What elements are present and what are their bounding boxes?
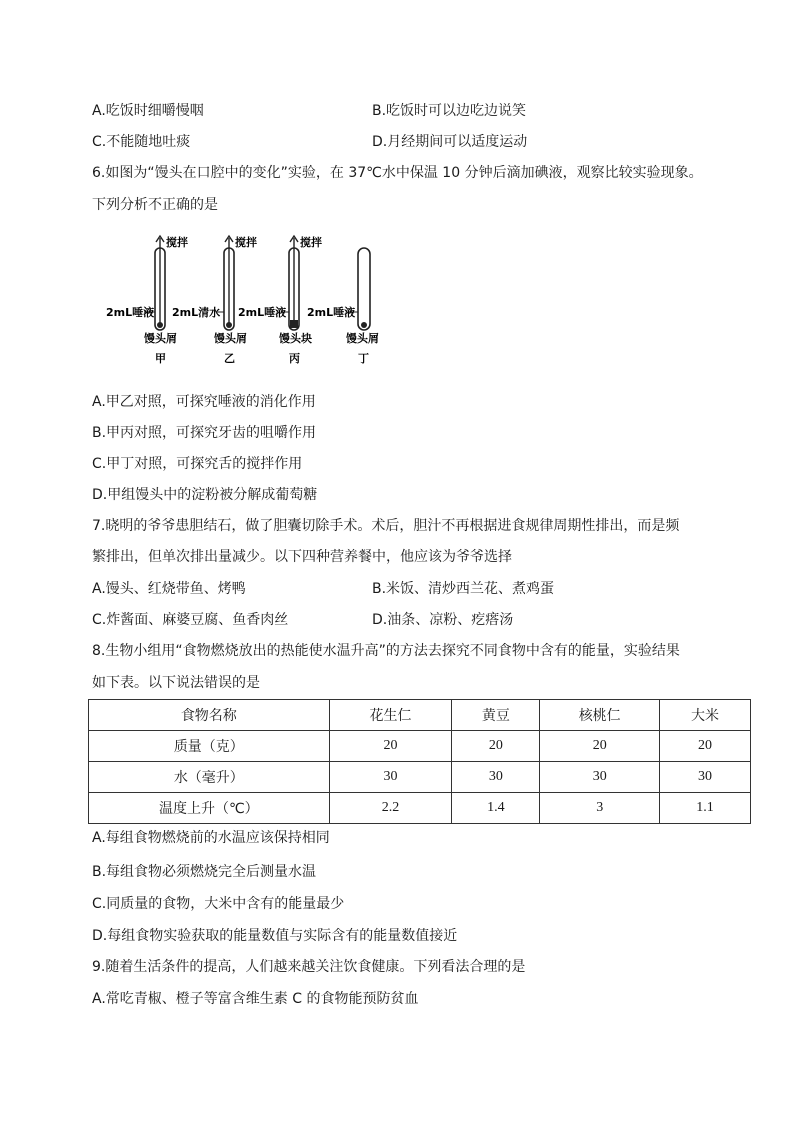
q8-option-b: B.每组食物必须燃烧完全后测量水温 [92,864,317,880]
tube-liquid-label: 2mL唾液 [307,306,356,319]
q6-option-b: B.甲丙对照，可探究牙齿的咀嚼作用 [92,425,317,441]
q6-option-a: A.甲乙对照，可探究唾液的消化作用 [92,394,316,410]
table-cell: 20 [452,731,540,762]
tube-liquid-label: 2mL唾液 [238,306,287,319]
table-cell: 30 [329,762,452,793]
tube-name-label: 丁 [358,352,369,365]
table-row-label: 质量（克） [89,731,330,762]
table-row-label: 水（毫升） [89,762,330,793]
table-header-cell: 核桃仁 [540,700,660,731]
tube-content-label: 馒头屑 [346,332,379,345]
q8-option-d: D.每组食物实验获取的能量数值与实际含有的能量数值接近 [92,928,458,944]
tube-liquid-label: 2mL唾液 [106,306,155,319]
q7-option-a: A.馒头、红烧带鱼、烤鸭 [92,581,246,597]
stir-label: 搅拌 [166,236,188,249]
q7-option-d: D.油条、凉粉、疙瘩汤 [372,612,514,628]
q7-stem-line2: 繁排出，但单次排出量减少。以下四种营养餐中，他应该为爷爷选择 [92,549,512,565]
tube-yi [172,235,257,365]
tube-jia [106,235,188,365]
table-cell: 20 [329,731,452,762]
table-cell: 1.1 [660,793,751,824]
q8-stem-line1: 8.生物小组用“食物燃烧放出的热能使水温升高”的方法去探究不同食物中含有的能量，实验结果 [92,643,680,659]
q5-option-c: C.不能随地吐痰 [92,134,191,150]
q8-stem-line2: 如下表。以下说法错误的是 [92,675,260,691]
q6-option-c: C.甲丁对照，可探究舌的搅拌作用 [92,456,303,472]
table-cell: 30 [452,762,540,793]
q6-stem-line1: 6.如图为“馒头在口腔中的变化”实验，在 37℃水中保温 10 分钟后滴加碘液，观察比较实验现象。 [92,165,703,181]
q8-option-c: C.同质量的食物，大米中含有的能量最少 [92,896,345,912]
q7-option-b: B.米饭、清炒西兰花、煮鸡蛋 [372,581,555,597]
q5-option-d: D.月经期间可以适度运动 [372,134,528,150]
table-header-cell: 食物名称 [89,700,330,731]
q6-option-d: D.甲组馒头中的淀粉被分解成葡萄糖 [92,487,318,503]
q5-option-a: A.吃饭时细嚼慢咽 [92,103,204,119]
q9-stem-line1: 9.随着生活条件的提高，人们越来越关注饮食健康。下列看法合理的是 [92,959,526,975]
q8-option-a: A.每组食物燃烧前的水温应该保持相同 [92,830,330,846]
table-cell: 2.2 [329,793,452,824]
q9-option-a: A.常吃青椒、橙子等富含维生素 C 的食物能预防贫血 [92,991,419,1007]
tube-liquid-label: 2mL清水 [172,306,221,319]
table-row [89,762,751,793]
stir-label: 搅拌 [300,236,322,249]
food-energy-table [88,699,751,824]
tube-content-label: 馒头块 [279,332,312,345]
q7-stem-line1: 7.晓明的爷爷患胆结石，做了胆囊切除手术。术后，胆汁不再根据进食规律周期性排出，而是频 [92,518,680,534]
table-cell: 20 [660,731,751,762]
table-row [89,731,751,762]
table-row-label: 温度上升（℃） [89,793,330,824]
q5-option-b: B.吃饭时可以边吃边说笑 [372,103,527,119]
table-cell: 1.4 [452,793,540,824]
table-header-row [89,700,751,731]
table-cell: 30 [540,762,660,793]
test-tube-figure [100,230,400,370]
tube-bing [238,235,322,365]
table-header-cell: 大米 [660,700,751,731]
tube-content-label: 馒头屑 [214,332,247,345]
tube-name-label: 甲 [155,352,166,365]
tube-name-label: 丙 [289,352,300,365]
table-cell: 20 [540,731,660,762]
q6-stem-line2: 下列分析不正确的是 [92,197,218,213]
tube-ding [307,248,379,365]
table-cell: 3 [540,793,660,824]
tube-content-label: 馒头屑 [144,332,177,345]
stir-label: 搅拌 [235,236,257,249]
q7-option-c: C.炸酱面、麻婆豆腐、鱼香肉丝 [92,612,289,628]
tube-name-label: 乙 [224,352,235,365]
table-header-cell: 花生仁 [329,700,452,731]
table-cell: 30 [660,762,751,793]
table-header-cell: 黄豆 [452,700,540,731]
table-row [89,793,751,824]
